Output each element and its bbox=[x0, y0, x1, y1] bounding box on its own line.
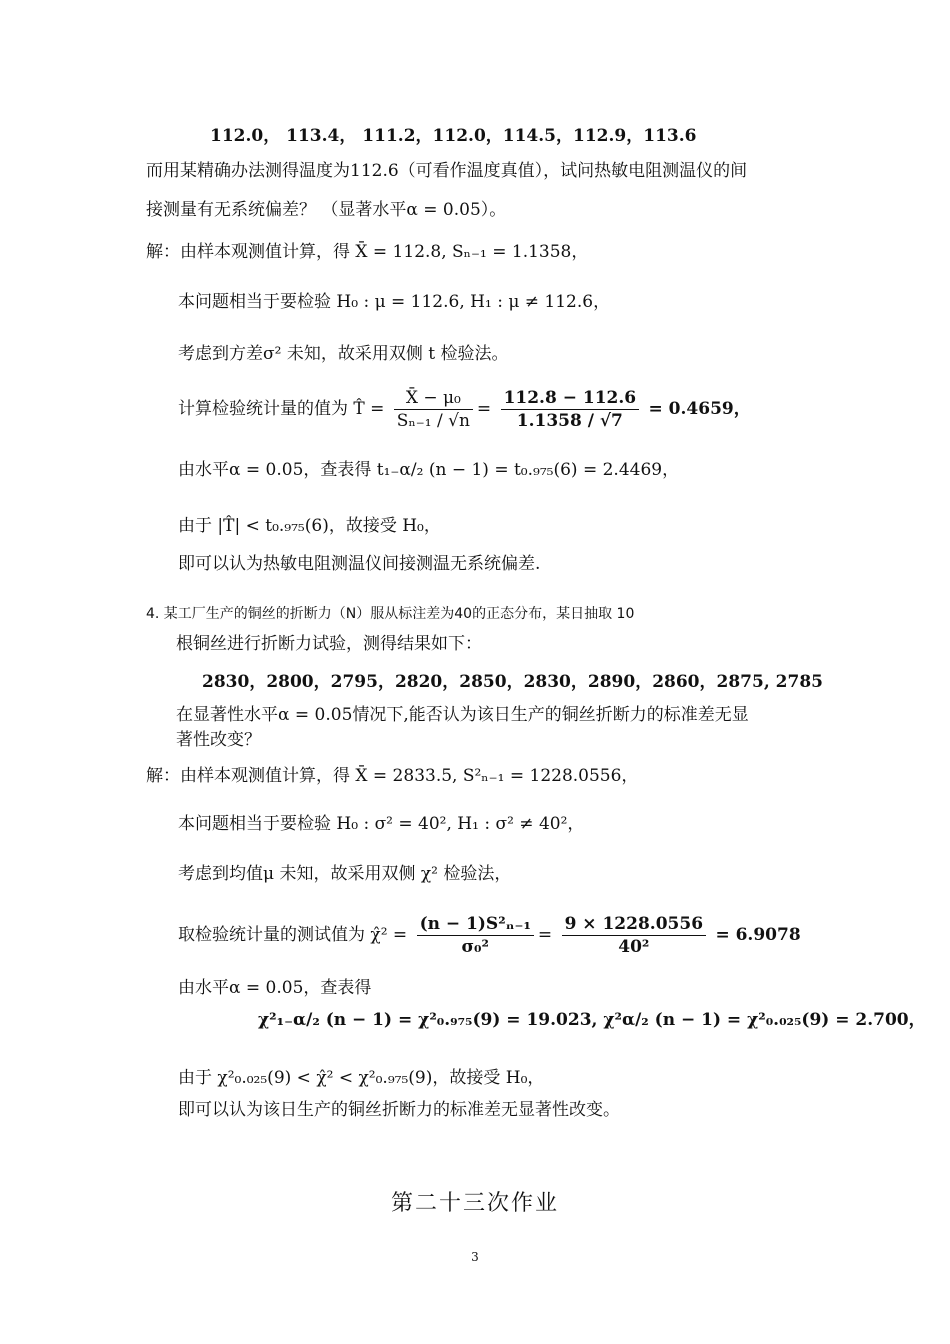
p4-critical-values: χ²₁₋α/₂ (n − 1) = χ²₀.₉₇₅(9) = 19.023, χ²α/₂ (n − 1) = χ²₀.₀₂₅(9) = 2.700， bbox=[258, 1010, 926, 1030]
p4-question-line-3: 在显著性水平α = 0.05情况下,能否认为该日生产的铜丝折断力的标准差无显 bbox=[176, 705, 749, 725]
p4-solution-method: 考虑到均值μ 未知，故采用双侧 χ² 检验法， bbox=[178, 864, 512, 884]
p4-solution-line-1: 解：由样本观测值计算，得 X̄ = 2833.5, S²ₙ₋₁ = 1228.0556， bbox=[146, 766, 639, 786]
p3-fraction-numeric-den: 1.1358 / √7 bbox=[516, 411, 623, 431]
p4-question-line-1: 4. 某工厂生产的铜丝的折断力（N）服从标注差为40的正态分布，某日抽取 10 bbox=[146, 606, 635, 622]
p4-statistic-prefix: 取检验统计量的测试值为 χ̂² = bbox=[178, 925, 408, 945]
p3-data-values: 112.0， 113.4， 111.2，112.0，114.5，112.9，113.6 bbox=[210, 126, 697, 146]
p4-statistic-formula: 取检验统计量的测试值为 χ̂² = $\frac{\text{(n − 1)S²ₙ₋₁}}{\text{σ₀²}}$ = $\frac{9 \times 1228.0556}{\text{40²}}$ = 6.9078 bbox=[178, 914, 801, 957]
p4-conclusion: 即可以认为该日生产的铜丝折断力的标准差无显著性改变。 bbox=[178, 1100, 620, 1120]
p4-fraction-numeric-den: 40² bbox=[618, 937, 650, 957]
p4-critical-intro: 由水平α = 0.05，查表得 bbox=[178, 978, 372, 998]
p3-solution-line-1: 解：由样本观测值计算，得 X̄ = 112.8, Sₙ₋₁ = 1.1358， bbox=[146, 242, 589, 262]
p3-fraction-numeric bbox=[501, 388, 640, 431]
p3-fraction-numeric-num: 112.8 − 112.6 bbox=[501, 388, 640, 410]
p4-decision: 由于 χ²₀.₀₂₅(9) < χ̂² < χ²₀.₉₇₅(9)，故接受 H₀， bbox=[178, 1068, 545, 1088]
p3-question-line-2: 接测量有无系统偏差？ （显著水平α = 0.05）。 bbox=[146, 200, 507, 220]
p4-fraction-symbolic bbox=[417, 914, 534, 957]
p4-fraction-numeric-num: 9 × 1228.0556 bbox=[562, 914, 706, 936]
p3-statistic-result: = 0.4659， bbox=[648, 399, 751, 419]
p3-statistic-prefix: 计算检验统计量的值为 T̂ = bbox=[178, 399, 385, 419]
p4-fraction-symbolic-num: (n − 1)S²ₙ₋₁ bbox=[417, 914, 534, 936]
p3-solution-hypothesis: 本问题相当于要检验 H₀ : μ = 112.6, H₁ : μ ≠ 112.6， bbox=[178, 292, 611, 312]
p4-question-line-4: 著性改变？ bbox=[176, 730, 261, 750]
p3-statistic-formula: 计算检验统计量的值为 T̂ = $\frac{\text{X̄ − μ₀}}{\text{Sₙ₋₁ / √n}}$ = $\frac{112.8 - 112.6}{1.1358 / √7}$ = 0.4659， bbox=[178, 388, 751, 431]
p3-question-line-1: 而用某精确办法测得温度为112.6（可看作温度真值），试问热敏电阻测温仪的间 bbox=[146, 161, 748, 181]
p3-critical-value: 由水平α = 0.05，查表得 t₁₋α/₂ (n − 1) = t₀.₉₇₅(6) = 2.4469， bbox=[178, 460, 680, 480]
p4-fraction-symbolic-den: σ₀² bbox=[461, 937, 489, 957]
p3-fraction-symbolic bbox=[394, 388, 473, 431]
p4-data-values: 2830，2800，2795，2820，2850，2830，2890，2860，2875, 2785 bbox=[202, 672, 823, 692]
p3-fraction-symbolic-den: Sₙ₋₁ / √n bbox=[396, 411, 470, 431]
p3-solution-method: 考虑到方差σ² 未知，故采用双侧 t 检验法。 bbox=[178, 344, 509, 364]
p4-statistic-result: = 6.9078 bbox=[715, 925, 801, 945]
section-heading: 第二十三次作业 bbox=[390, 1191, 559, 1216]
p3-conclusion: 即可以认为热敏电阻测温仪间接测温无系统偏差. bbox=[178, 554, 541, 574]
p3-fraction-symbolic-num: X̄ − μ₀ bbox=[394, 388, 473, 410]
p4-question-line-2: 根铜丝进行折断力试验，测得结果如下： bbox=[176, 634, 482, 654]
page-number: 3 bbox=[471, 1250, 479, 1264]
p4-solution-hypothesis: 本问题相当于要检验 H₀ : σ² = 40², H₁ : σ² ≠ 40²， bbox=[178, 814, 585, 834]
p3-decision: 由于 |T̂| < t₀.₉₇₅(6)，故接受 H₀， bbox=[178, 516, 441, 536]
p4-fraction-numeric bbox=[562, 914, 706, 957]
